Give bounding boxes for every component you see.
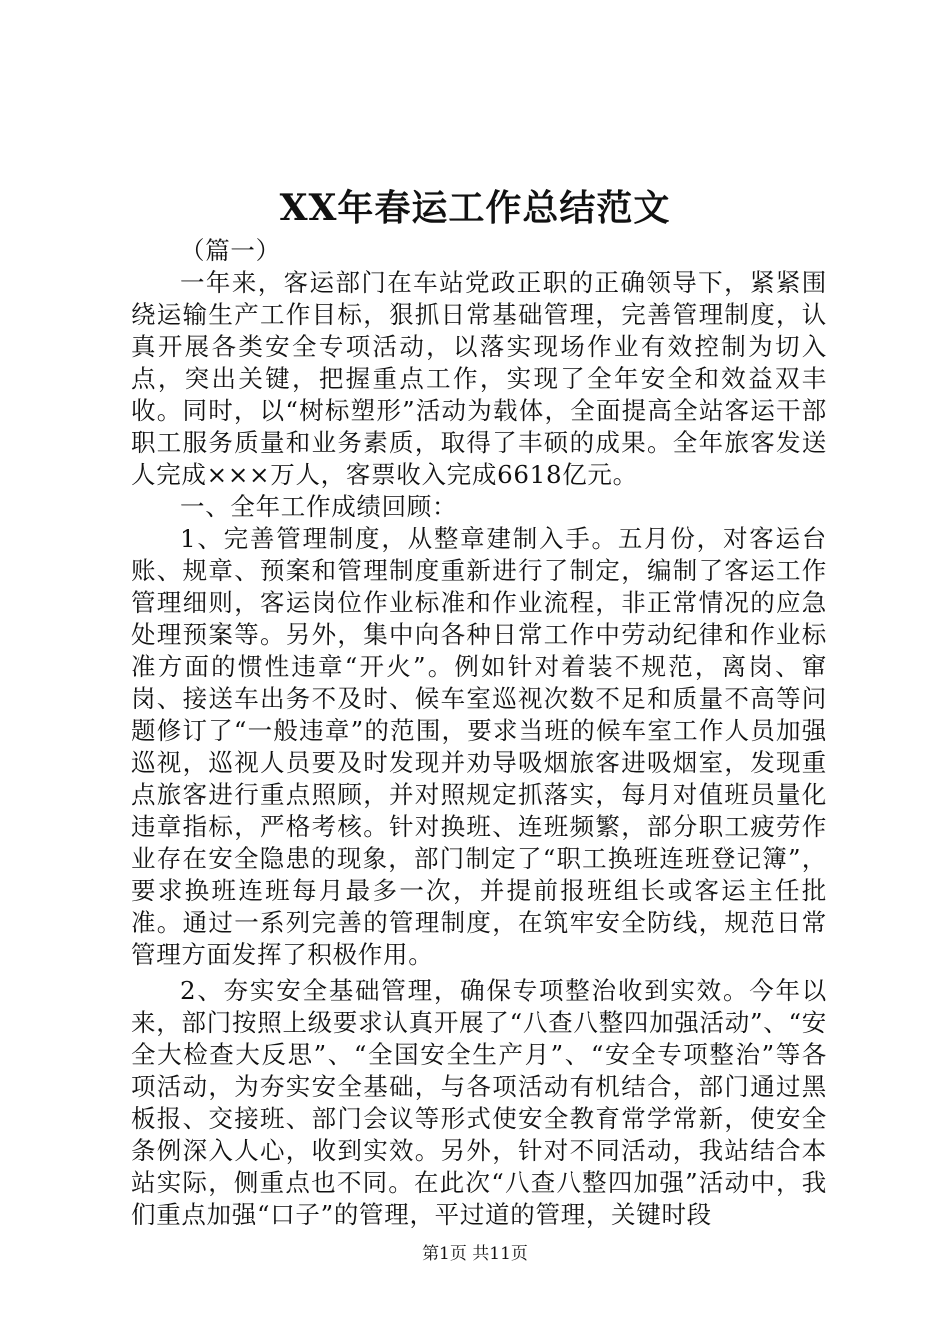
section-label: （篇一） <box>180 236 281 265</box>
document-title: XX年春运工作总结范文 <box>279 187 671 229</box>
section-heading: 一、全年工作成绩回顾： <box>180 492 458 521</box>
page-footer: 第1页 共11页 <box>422 1244 528 1264</box>
body-paragraph-1: 1、完善管理制度，从整章建制入手。五月份，对客运台账、规章、预案和管理制度重新进行了制定，编制了客运工作管理细则，客运岗位作业标准和作业流程，非正常情况的应急处理预案等。另外，集中向各种日常工作中劳动纪律和作业标准方面的惯性违章“开火”。例如针对着装不规范，离岗、窜岗、接送车出务不及时、候车室巡视次数不足和质量不高等问题修订了“一般违章”的范围，要求当班的候车室工作人员加强巡视，巡视人员要及时发现并劝导吸烟旅客进吸烟室，发现重点旅客进行重点照顾，并对照规定抓落实，每月对值班员量化违章指标，严格考核。针对换班、连班频繁，部分职工疲劳作业存在安全隐患的现象，部门制定了“职工换班连班登记簿”，要求换班连班每月最多一次，并提前报班组长或客运主任批准。通过一系列完善的管理制度，在筑牢安全防线，规范日常管理方面发挥了积极作用。 <box>131 524 827 969</box>
intro-paragraph: 一年来，客运部门在车站党政正职的正确领导下，紧紧围绕运输生产工作目标，狠抓日常基础管理，完善管理制度，认真开展各类安全专项活动，以落实现场作业有效控制为切入点，突出关键，把握重点工作，实现了全年安全和效益双丰收。同时，以“树标塑形”活动为载体，全面提高全站客运干部职工服务质量和业务素质，取得了丰硕的成果。全年旅客发送人完成×××万人，客票收入完成6618亿元。 <box>131 268 827 489</box>
document-body <box>131 235 827 1231</box>
body-paragraph-2: 2、夯实安全基础管理，确保专项整治收到实效。今年以来，部门按照上级要求认真开展了“八查八整四加强活动”、“安全大检查大反思”、“全国安全生产月”、“安全专项整治”等各项活动，为夯实安全基础，与各项活动有机结合，部门通过黑板报、交接班、部门会议等形式使安全教育常学常新，使安全条例深入人心，收到实效。另外，针对不同活动，我站结合本站实际，侧重点也不同。在此次“八查八整四加强”活动中，我们重点加强“口子”的管理，平过道的管理，关键时段 <box>131 976 827 1229</box>
